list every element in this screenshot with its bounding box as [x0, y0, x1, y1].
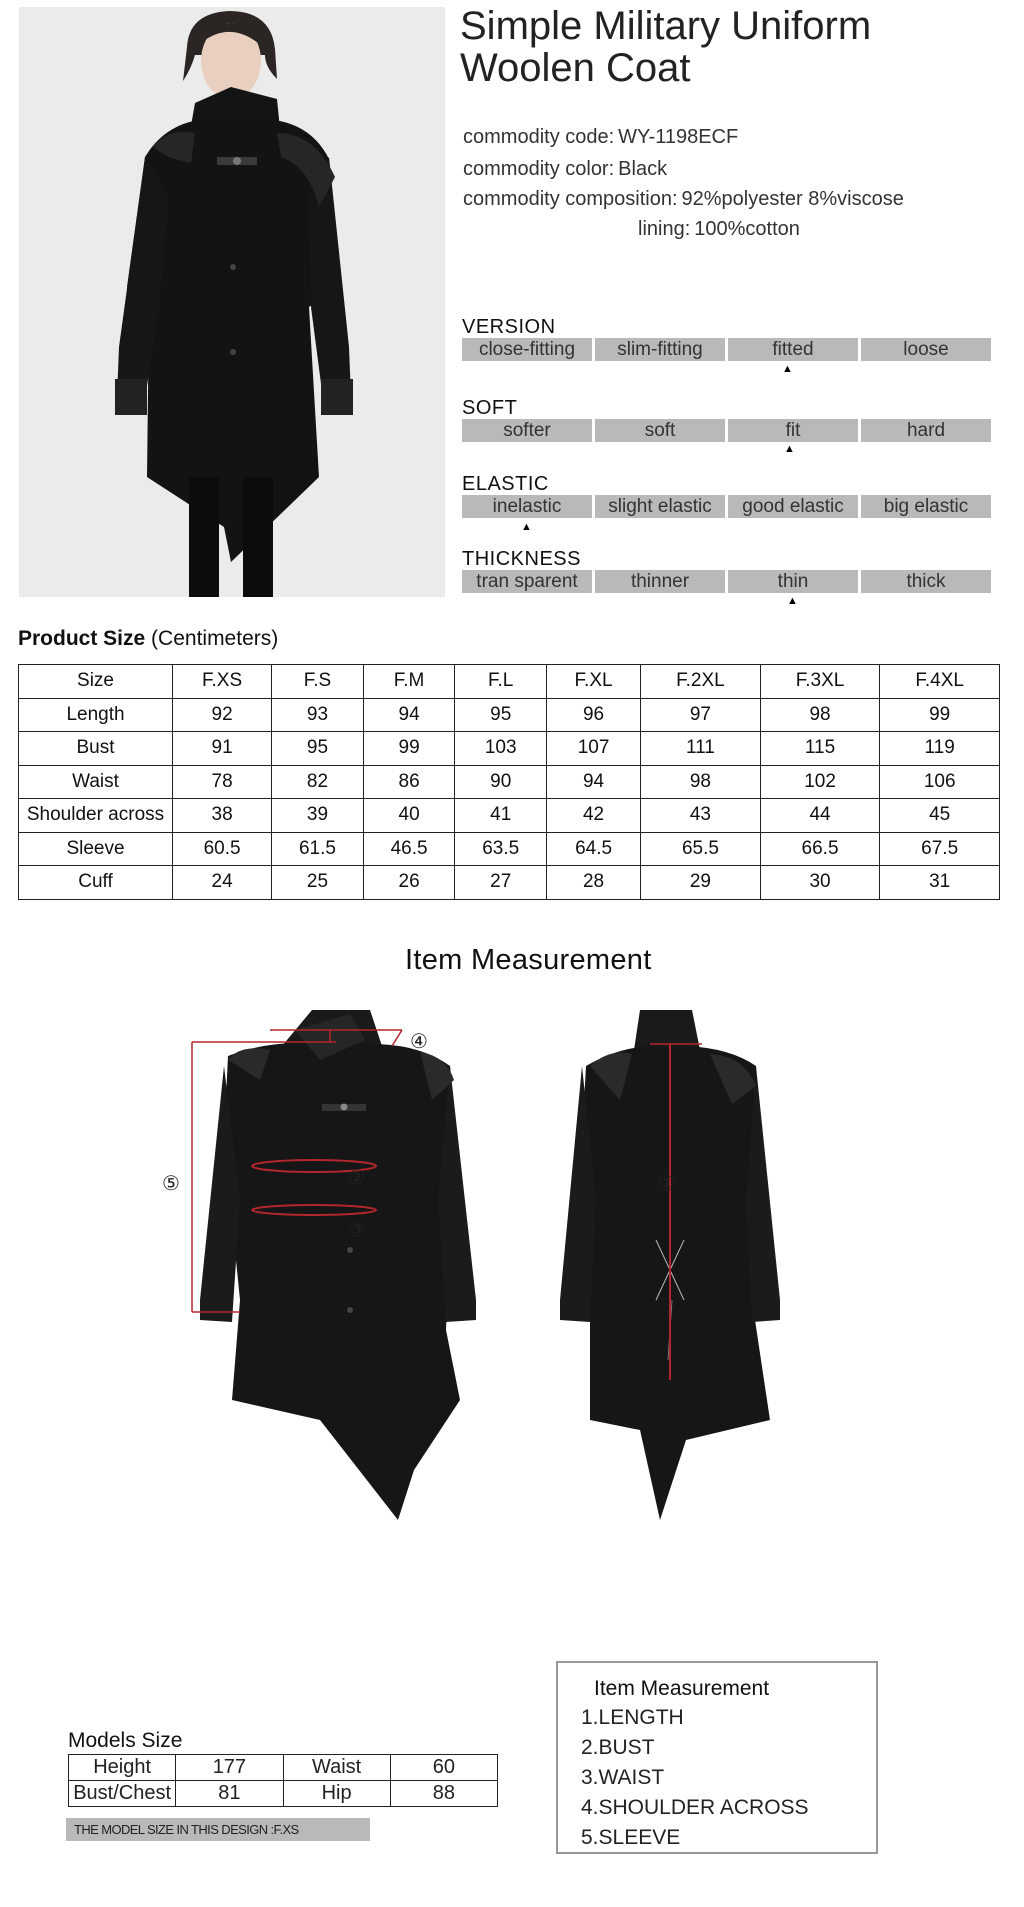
table-cell: 64.5 [547, 832, 641, 866]
scale-option: softer [462, 419, 592, 442]
table-cell: 99 [880, 698, 1000, 732]
table-cell: 46.5 [363, 832, 455, 866]
table-cell: 177 [176, 1755, 283, 1781]
spec-value: 100%cotton [694, 218, 800, 240]
table-cell: 31 [880, 866, 1000, 900]
table-cell: 63.5 [455, 832, 547, 866]
spec-value: 92%polyester 8%viscose [681, 188, 904, 210]
scale-title: THICKNESS [462, 548, 581, 570]
scale-option: big elastic [861, 495, 991, 518]
table-cell: 119 [880, 732, 1000, 766]
table-cell: 65.5 [641, 832, 761, 866]
spec-label: lining: [638, 218, 691, 240]
table-cell: 29 [641, 866, 761, 900]
table-cell: 40 [363, 799, 455, 833]
scale-title: ELASTIC [462, 473, 549, 495]
table-cell: 106 [880, 765, 1000, 799]
table-row [19, 799, 1000, 833]
table-header-cell: F.XS [173, 665, 272, 699]
table-header-cell: F.S [272, 665, 364, 699]
table-row [19, 866, 1000, 900]
table-cell: 42 [547, 799, 641, 833]
scale-title: SOFT [462, 397, 518, 419]
scale-thickness [462, 548, 992, 607]
product-size-title: Product Size [18, 627, 146, 650]
table-cell: 94 [363, 698, 455, 732]
models-size-title: Models Size [68, 1729, 183, 1752]
legend-item: 4.SHOULDER ACROSS [581, 1796, 809, 1819]
scale-option: thinner [595, 570, 725, 593]
table-cell: Length [19, 698, 173, 732]
spec-lining [638, 216, 800, 242]
table-cell: Hip [283, 1781, 390, 1807]
scale-option-selected: thin [728, 570, 858, 593]
product-size-unit: (Centimeters) [151, 627, 279, 650]
table-row [19, 698, 1000, 732]
table-cell: 90 [455, 765, 547, 799]
spec-code [463, 124, 738, 150]
scale-bar [462, 495, 992, 518]
table-cell: Waist [283, 1755, 390, 1781]
table-cell: 99 [363, 732, 455, 766]
measurement-legend [556, 1661, 878, 1854]
spec-label: commodity code: [463, 126, 615, 148]
table-cell: 30 [760, 866, 880, 900]
models-size-table [68, 1754, 498, 1807]
spec-color [463, 156, 667, 182]
scale-soft [462, 397, 992, 455]
legend-item: 1.LENGTH [581, 1706, 684, 1729]
product-title-line1: Simple Military Uniform [460, 4, 872, 48]
table-header-row [19, 665, 1000, 699]
table-cell: Height [69, 1755, 176, 1781]
table-cell: 81 [176, 1781, 283, 1807]
table-cell: 111 [641, 732, 761, 766]
model-photo [19, 7, 445, 597]
table-cell: 96 [547, 698, 641, 732]
table-cell: 97 [641, 698, 761, 732]
spec-value: WY-1198ECF [618, 126, 739, 148]
scale-bar [462, 338, 992, 361]
legend-item: 3.WAIST [581, 1766, 665, 1789]
table-cell: Bust/Chest [69, 1781, 176, 1807]
scale-option: good elastic [728, 495, 858, 518]
scale-option: slight elastic [595, 495, 725, 518]
table-cell: 60 [390, 1755, 497, 1781]
table-cell: 95 [272, 732, 364, 766]
table-cell: 88 [390, 1781, 497, 1807]
table-cell: 38 [173, 799, 272, 833]
table-cell: 78 [173, 765, 272, 799]
table-cell: 45 [880, 799, 1000, 833]
table-header-cell: Size [19, 665, 173, 699]
table-cell: 39 [272, 799, 364, 833]
product-size-table [18, 664, 1000, 900]
table-cell: Shoulder across [19, 799, 173, 833]
table-cell: 95 [455, 698, 547, 732]
table-header-cell: F.M [363, 665, 455, 699]
spec-value: Black [618, 158, 668, 180]
product-size-heading [18, 627, 278, 651]
scale-option-selected: fit [728, 419, 858, 442]
table-cell: 27 [455, 866, 547, 900]
table-cell: 41 [455, 799, 547, 833]
coat-measurement-figures [120, 1000, 860, 1640]
model-size-note: THE MODEL SIZE IN THIS DESIGN :F.XS [66, 1818, 370, 1841]
scale-option: hard [861, 419, 991, 442]
table-cell: Waist [19, 765, 173, 799]
coat-measurement-diagram [120, 1000, 860, 1640]
table-row [19, 832, 1000, 866]
scale-elastic [462, 473, 992, 533]
table-cell: 98 [641, 765, 761, 799]
spec-composition [463, 186, 904, 212]
spec-label: commodity color: [463, 158, 615, 180]
table-cell: 25 [272, 866, 364, 900]
table-cell: 43 [641, 799, 761, 833]
table-header-cell: F.L [455, 665, 547, 699]
table-cell: 60.5 [173, 832, 272, 866]
table-cell: 61.5 [272, 832, 364, 866]
table-cell: 92 [173, 698, 272, 732]
scale-option: tran sparent [462, 570, 592, 593]
table-cell: 102 [760, 765, 880, 799]
table-cell: 115 [760, 732, 880, 766]
legend-item: 5.SLEEVE [581, 1826, 681, 1849]
scale-option: slim-fitting [595, 338, 725, 361]
scale-option: loose [861, 338, 991, 361]
table-cell: 98 [760, 698, 880, 732]
scale-option-selected: inelastic [462, 495, 592, 518]
table-cell: Sleeve [19, 832, 173, 866]
marker-1: ① [658, 1171, 676, 1195]
product-title [460, 5, 1000, 89]
marker-2: ② [348, 1165, 366, 1189]
scale-marker-icon: ▲ [521, 521, 532, 533]
table-row [69, 1781, 498, 1807]
scale-option: soft [595, 419, 725, 442]
scale-option: thick [861, 570, 991, 593]
table-header-cell: F.2XL [641, 665, 761, 699]
scale-option-selected: fitted [728, 338, 858, 361]
legend-title: Item Measurement [594, 1677, 770, 1700]
model-photo-illustration [19, 7, 445, 597]
scale-marker-icon: ▲ [784, 443, 795, 455]
scale-title: VERSION [462, 316, 556, 338]
table-cell: 66.5 [760, 832, 880, 866]
legend-item: 2.BUST [581, 1736, 655, 1759]
table-cell: 93 [272, 698, 364, 732]
table-row [19, 765, 1000, 799]
spec-label: commodity composition: [463, 188, 678, 210]
table-header-cell: F.4XL [880, 665, 1000, 699]
table-row [69, 1755, 498, 1781]
table-cell: 67.5 [880, 832, 1000, 866]
table-row [19, 732, 1000, 766]
table-cell: 28 [547, 866, 641, 900]
marker-5: ⑤ [162, 1171, 180, 1195]
table-cell: 103 [455, 732, 547, 766]
table-cell: 94 [547, 765, 641, 799]
marker-4: ④ [410, 1029, 428, 1053]
table-header-cell: F.XL [547, 665, 641, 699]
table-cell: 26 [363, 866, 455, 900]
product-title-line2: Woolen Coat [460, 46, 691, 90]
marker-3: ③ [348, 1217, 366, 1241]
item-measurement-title: Item Measurement [405, 944, 652, 976]
scale-marker-icon: ▲ [787, 595, 798, 607]
table-cell: 82 [272, 765, 364, 799]
table-cell: 24 [173, 866, 272, 900]
table-cell: 107 [547, 732, 641, 766]
scale-marker-icon: ▲ [782, 363, 793, 375]
coat-front-illustration [200, 1010, 476, 1520]
scale-bar [462, 570, 992, 593]
scale-bar [462, 419, 992, 442]
scale-version [462, 316, 992, 375]
table-cell: 44 [760, 799, 880, 833]
scale-option: close-fitting [462, 338, 592, 361]
table-cell: Cuff [19, 866, 173, 900]
table-header-cell: F.3XL [760, 665, 880, 699]
table-cell: 91 [173, 732, 272, 766]
table-cell: Bust [19, 732, 173, 766]
table-cell: 86 [363, 765, 455, 799]
